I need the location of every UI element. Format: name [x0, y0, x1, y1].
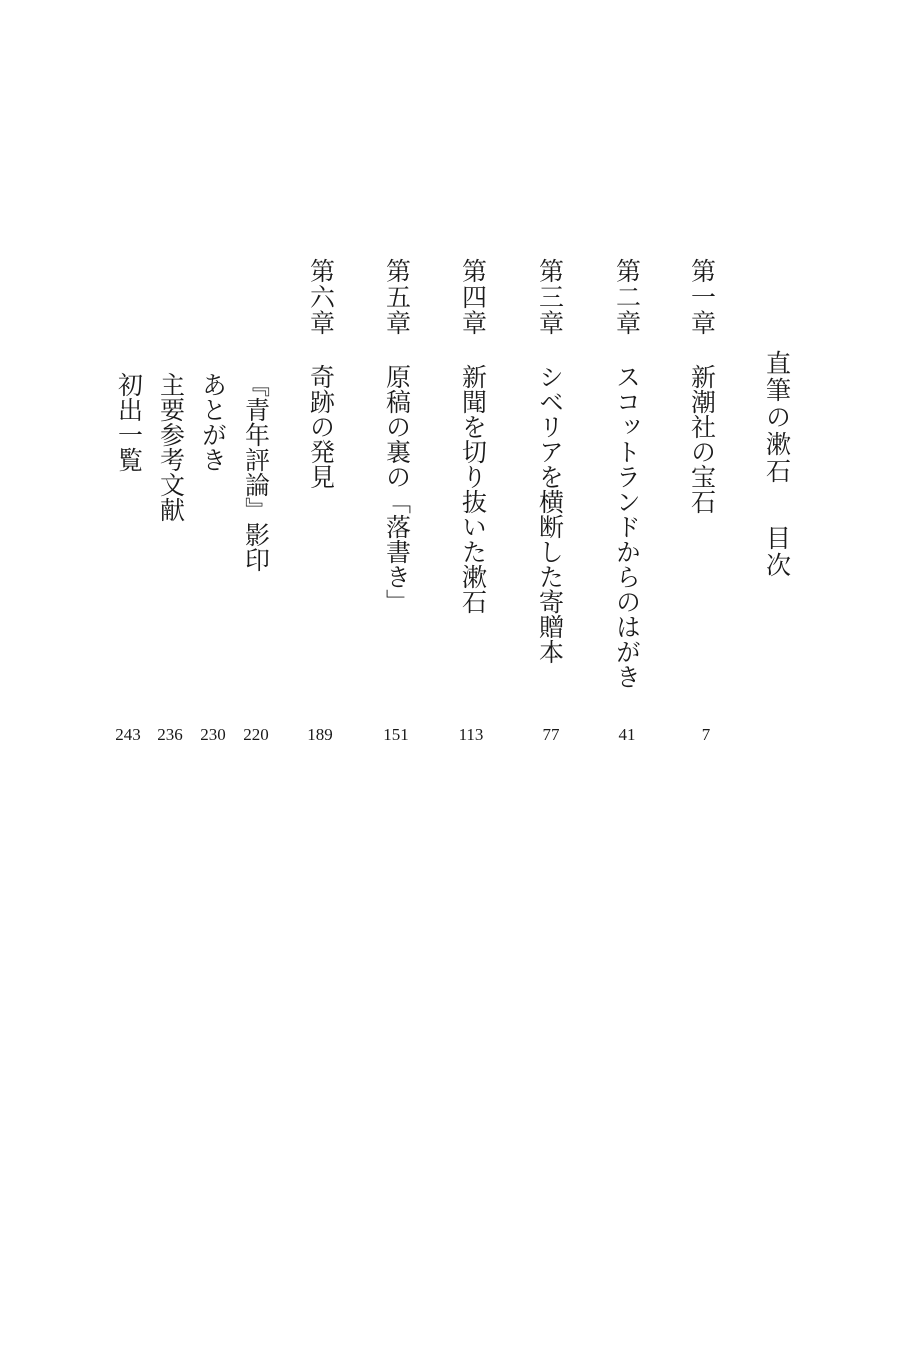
toc-label: 目次 — [762, 525, 792, 579]
toc-entry-chapter-6[interactable] — [306, 258, 336, 489]
book-title: 直筆の漱石 — [762, 350, 792, 485]
chapter-number: 第一章 — [687, 258, 717, 336]
entry-title: 主要参考文献 — [156, 372, 186, 522]
toc-entry-afterword[interactable] — [198, 372, 228, 472]
chapter-number: 第四章 — [458, 258, 488, 336]
page-number-first-appearances: 243 — [115, 725, 141, 744]
page-number-afterword: 230 — [200, 725, 226, 744]
toc-entry-chapter-4[interactable] — [458, 258, 488, 614]
entry-title: 初出一覧 — [114, 372, 144, 472]
chapter-number: 第三章 — [535, 258, 565, 336]
entry-title: 『青年評論』影印 — [241, 372, 271, 572]
chapter-number: 第六章 — [306, 258, 336, 336]
chapter-number: 第五章 — [382, 258, 412, 336]
page-number-chapter-5: 151 — [383, 725, 409, 744]
chapter-title: スコットランドからのはがき — [612, 364, 642, 689]
toc-entry-references[interactable] — [156, 372, 186, 522]
page-number-chapter-2: 41 — [618, 725, 636, 744]
page-number-chapter-6: 189 — [307, 725, 333, 744]
toc-title — [762, 350, 792, 579]
entry-title: あとがき — [198, 372, 228, 472]
chapter-title: 新潮社の宝石 — [687, 364, 717, 514]
chapter-title: 新聞を切り抜いた漱石 — [458, 364, 488, 614]
chapter-title: 原稿の裏の「落書き」 — [382, 364, 412, 614]
chapter-title: 奇跡の発見 — [306, 364, 336, 489]
toc-entry-chapter-3[interactable] — [535, 258, 565, 664]
toc-entry-first-appearances[interactable] — [114, 372, 144, 472]
toc-entry-chapter-5[interactable] — [382, 258, 412, 614]
chapter-title: シベリアを横断した寄贈本 — [535, 364, 565, 664]
page-number-chapter-1: 7 — [701, 725, 711, 744]
page-number-facsimile: 220 — [243, 725, 269, 744]
toc-entry-chapter-2[interactable] — [612, 258, 642, 689]
chapter-number: 第二章 — [612, 258, 642, 336]
page-number-chapter-3: 77 — [542, 725, 560, 744]
page-number-chapter-4: 113 — [458, 725, 484, 744]
toc-entry-chapter-1[interactable] — [687, 258, 717, 514]
page-number-references: 236 — [157, 725, 183, 744]
toc-entry-facsimile[interactable] — [241, 372, 271, 572]
